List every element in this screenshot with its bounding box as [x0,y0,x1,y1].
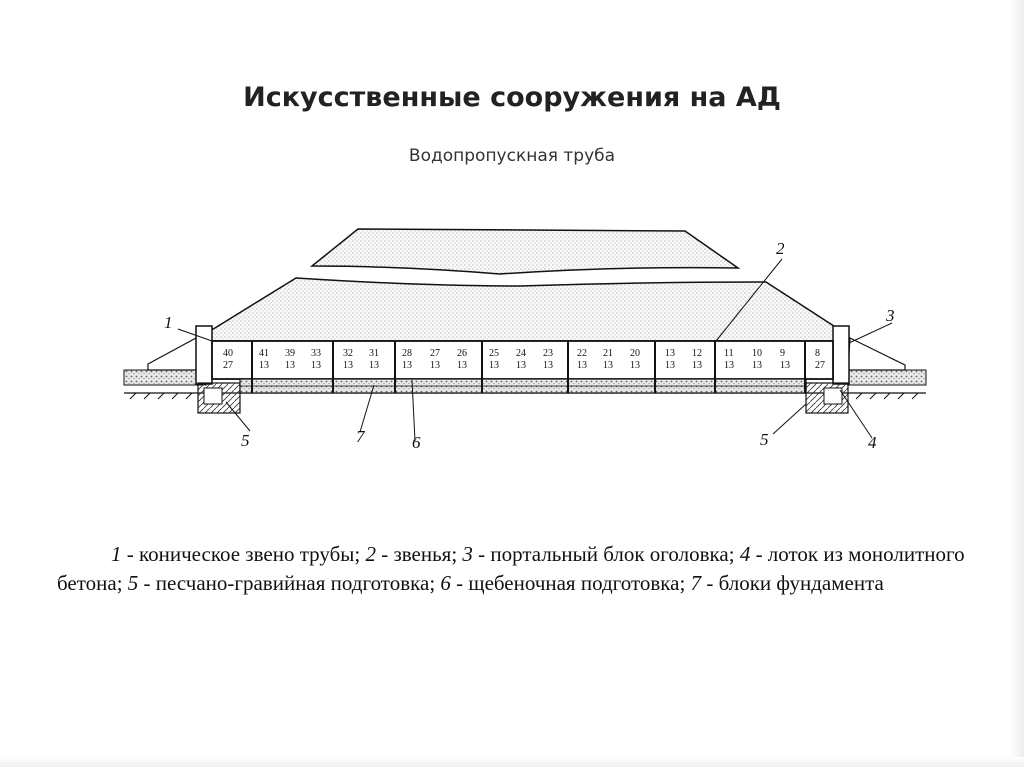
block-label-7-bottom: 13 [402,360,412,371]
legend-text-7: - блоки фундамента [701,571,884,595]
block-label-9-top: 26 [457,348,467,359]
block-label-11-top: 24 [516,348,526,359]
block-label-10-top: 25 [489,348,499,359]
block-label-21-bottom: 27 [815,360,825,371]
callout-6: 6 [412,433,421,452]
legend-num-4: 4 [739,542,751,566]
block-label-2-bottom: 13 [259,360,269,371]
block-label-2-top: 41 [259,348,269,359]
portal-right [833,326,849,384]
block-label-1-top: 40 [223,348,233,359]
portal-foot-cap-left [204,388,222,404]
callout-3: 3 [886,306,895,325]
block-label-19-top: 10 [752,348,762,359]
block-label-16-top: 13 [665,348,675,359]
callout-7: 7 [356,427,365,446]
block-label-21-top: 8 [815,348,820,359]
block-label-7-top: 28 [402,348,412,359]
block-label-11-bottom: 13 [516,360,526,371]
block-label-8-bottom: 13 [430,360,440,371]
block-label-19-bottom: 13 [752,360,762,371]
block-label-8-top: 27 [430,348,440,359]
block-label-5-top: 32 [343,348,353,359]
block-label-14-bottom: 13 [603,360,613,371]
legend-num-2: 2 [365,542,376,566]
block-label-3-top: 39 [285,348,295,359]
legend-num-6: 6 [440,571,451,595]
block-label-20-bottom: 13 [780,360,790,371]
legend-text-3: - портальный блок оголовка; [472,542,740,566]
block-label-10-bottom: 13 [489,360,499,371]
ground-left [124,370,206,385]
block-label-20-top: 9 [780,348,785,359]
block-label-12-bottom: 13 [543,360,553,371]
legend-text-1: - коническое звено трубы; [121,542,366,566]
callout-5-left: 5 [241,431,250,450]
block-label-15-top: 20 [630,348,640,359]
legend-num-3: 3 [462,542,473,566]
legend-text-6: - щебеночная подготовка; [450,571,691,595]
legend-text-5: - песчано-гравийная подготовка; [138,571,441,595]
block-label-4-bottom: 13 [311,360,321,371]
callout-1: 1 [164,313,173,332]
legend-num-1: 1 [111,542,122,566]
block-label-13-bottom: 13 [577,360,587,371]
block-label-1-bottom: 27 [223,360,233,371]
portal-left [196,326,212,384]
block-label-6-bottom: 13 [369,360,379,371]
block-label-15-bottom: 13 [630,360,640,371]
block-label-17-top: 12 [692,348,702,359]
callout-5-right: 5 [760,430,769,449]
callout-4: 4 [868,433,877,452]
block-label-13-top: 22 [577,348,587,359]
ground-hatch [130,393,918,399]
diagram-legend [57,540,977,598]
legend-text-2: - звенья; [375,542,463,566]
legend-num-7: 7 [690,571,702,595]
embankment-body [202,278,840,341]
block-label-6-top: 31 [369,348,379,359]
block-label-16-bottom: 13 [665,360,675,371]
block-label-18-top: 11 [724,348,734,359]
block-label-9-bottom: 13 [457,360,467,371]
legend-num-5: 5 [127,571,139,595]
block-label-17-bottom: 13 [692,360,702,371]
block-label-5-bottom: 13 [343,360,353,371]
block-label-3-bottom: 13 [285,360,295,371]
portal-foot-cap-right [824,388,842,404]
legend-text-4: - лоток из монолитного бетона; [57,542,965,595]
block-label-18-bottom: 13 [724,360,734,371]
slide-title: Искусственные сооружения на АД [243,82,781,113]
ground-right [848,370,926,385]
cone-slope-right [848,338,905,370]
slide-subtitle: Водопропускная труба [408,146,616,166]
block-label-12-top: 23 [543,348,553,359]
block-label-14-top: 21 [603,348,613,359]
embankment-upper [312,229,738,274]
block-label-4-top: 33 [311,348,321,359]
callout-2: 2 [776,239,785,258]
